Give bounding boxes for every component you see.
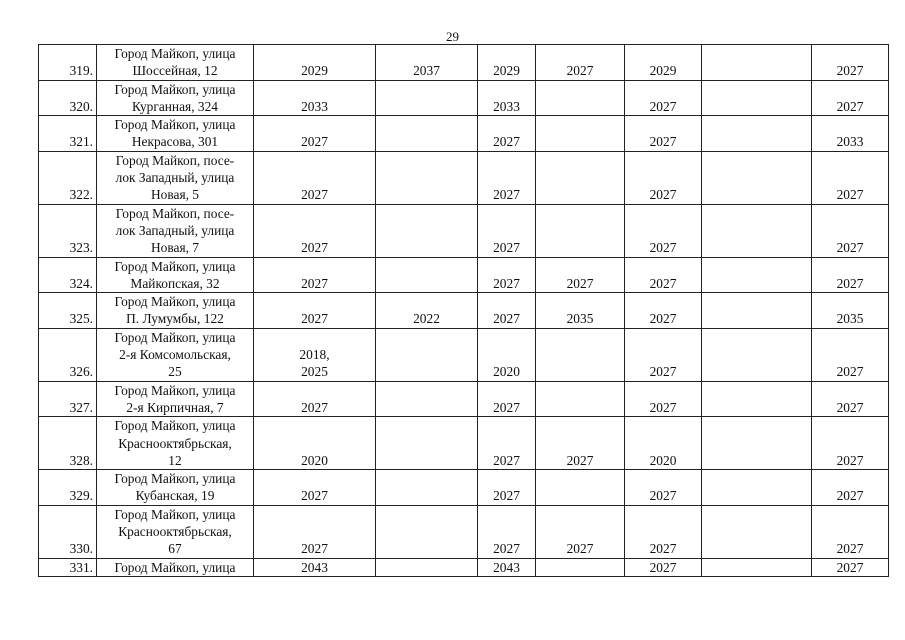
- row-number: 323.: [39, 204, 97, 257]
- year-cell: 2020: [254, 417, 376, 470]
- year-cell: 2027: [254, 151, 376, 204]
- year-cell: 2027: [478, 417, 536, 470]
- year-cell: 2027: [254, 257, 376, 293]
- year-cell: 2027: [812, 470, 889, 506]
- address-cell: Город Майкоп, улица: [97, 558, 254, 576]
- table-row: [39, 257, 889, 293]
- address-cell: Город Майкоп, улица П. Лумумбы, 122: [97, 293, 254, 329]
- year-cell: 2027: [536, 257, 625, 293]
- year-cell: [702, 151, 812, 204]
- year-cell: [702, 417, 812, 470]
- year-cell: 2018, 2025: [254, 328, 376, 381]
- year-cell: 2027: [812, 204, 889, 257]
- year-cell: [376, 328, 478, 381]
- year-cell: 2035: [536, 293, 625, 329]
- year-cell: 2027: [478, 151, 536, 204]
- row-number: 328.: [39, 417, 97, 470]
- year-cell: 2027: [254, 505, 376, 558]
- table-row: [39, 293, 889, 329]
- table-row: [39, 328, 889, 381]
- year-cell: 2027: [812, 80, 889, 116]
- address-cell: Город Майкоп, улица Майкопская, 32: [97, 257, 254, 293]
- table-row: [39, 417, 889, 470]
- year-cell: 2027: [478, 116, 536, 152]
- year-cell: [376, 257, 478, 293]
- year-cell: [536, 328, 625, 381]
- table-body: [39, 45, 889, 577]
- year-cell: 2027: [478, 505, 536, 558]
- year-cell: 2027: [625, 116, 702, 152]
- year-cell: [536, 204, 625, 257]
- year-cell: 2027: [812, 151, 889, 204]
- year-cell: 2027: [478, 257, 536, 293]
- year-cell: 2029: [254, 45, 376, 81]
- year-cell: [702, 381, 812, 417]
- row-number: 329.: [39, 470, 97, 506]
- table-row: [39, 151, 889, 204]
- year-cell: [376, 80, 478, 116]
- year-cell: 2027: [536, 417, 625, 470]
- table-row: [39, 381, 889, 417]
- year-cell: 2035: [812, 293, 889, 329]
- year-cell: 2027: [254, 381, 376, 417]
- table-row: [39, 45, 889, 81]
- year-cell: [376, 470, 478, 506]
- row-number: 322.: [39, 151, 97, 204]
- year-cell: 2027: [254, 470, 376, 506]
- page-number: 29: [446, 29, 459, 44]
- year-cell: [536, 80, 625, 116]
- year-cell: 2027: [625, 204, 702, 257]
- table-row: [39, 204, 889, 257]
- year-cell: [702, 558, 812, 576]
- address-cell: Город Майкоп, улица Кубанская, 19: [97, 470, 254, 506]
- row-number: 330.: [39, 505, 97, 558]
- table-row: [39, 470, 889, 506]
- year-cell: 2033: [254, 80, 376, 116]
- year-cell: 2027: [478, 381, 536, 417]
- year-cell: 2027: [254, 293, 376, 329]
- year-cell: 2027: [254, 116, 376, 152]
- year-cell: 2027: [625, 505, 702, 558]
- row-number: 320.: [39, 80, 97, 116]
- address-cell: Город Майкоп, улица Краснооктябрьская, 67: [97, 505, 254, 558]
- year-cell: 2022: [376, 293, 478, 329]
- year-cell: 2033: [812, 116, 889, 152]
- row-number: 326.: [39, 328, 97, 381]
- address-cell: Город Майкоп, улица 2-я Кирпичная, 7: [97, 381, 254, 417]
- year-cell: [702, 45, 812, 81]
- year-cell: 2029: [625, 45, 702, 81]
- row-number: 321.: [39, 116, 97, 152]
- year-cell: 2033: [478, 80, 536, 116]
- year-cell: 2027: [812, 328, 889, 381]
- address-cell: Город Майкоп, улица Курганная, 324: [97, 80, 254, 116]
- year-cell: [702, 257, 812, 293]
- year-cell: 2027: [625, 257, 702, 293]
- year-cell: 2027: [536, 505, 625, 558]
- year-cell: 2020: [625, 417, 702, 470]
- year-cell: 2027: [478, 204, 536, 257]
- table-row: [39, 558, 889, 576]
- year-cell: [376, 116, 478, 152]
- year-cell: [702, 204, 812, 257]
- year-cell: 2020: [478, 328, 536, 381]
- table-row: [39, 80, 889, 116]
- address-cell: Город Майкоп, улица Шоссейная, 12: [97, 45, 254, 81]
- address-cell: Город Майкоп, улица Краснооктябрьская, 12: [97, 417, 254, 470]
- address-cell: Город Майкоп, посе- лок Западный, улица Новая, 7: [97, 204, 254, 257]
- table-row: [39, 116, 889, 152]
- year-cell: [702, 293, 812, 329]
- year-cell: 2027: [478, 470, 536, 506]
- year-cell: [536, 381, 625, 417]
- year-cell: [536, 116, 625, 152]
- year-cell: 2027: [812, 417, 889, 470]
- year-cell: 2027: [625, 293, 702, 329]
- year-cell: 2037: [376, 45, 478, 81]
- year-cell: [376, 558, 478, 576]
- year-cell: [702, 505, 812, 558]
- year-cell: [702, 328, 812, 381]
- year-cell: 2027: [625, 381, 702, 417]
- year-cell: 2027: [478, 293, 536, 329]
- row-number: 325.: [39, 293, 97, 329]
- year-cell: [702, 470, 812, 506]
- year-cell: [536, 151, 625, 204]
- year-cell: 2027: [812, 558, 889, 576]
- table-row: [39, 505, 889, 558]
- year-cell: [376, 417, 478, 470]
- year-cell: [376, 204, 478, 257]
- year-cell: 2027: [625, 470, 702, 506]
- row-number: 319.: [39, 45, 97, 81]
- year-cell: [536, 470, 625, 506]
- year-cell: 2027: [625, 328, 702, 381]
- year-cell: 2027: [536, 45, 625, 81]
- row-number: 331.: [39, 558, 97, 576]
- address-cell: Город Майкоп, улица 2-я Комсомольская, 25: [97, 328, 254, 381]
- year-cell: 2027: [625, 558, 702, 576]
- year-cell: [376, 505, 478, 558]
- year-cell: [536, 558, 625, 576]
- address-cell: Город Майкоп, посе- лок Западный, улица Новая, 5: [97, 151, 254, 204]
- year-cell: 2027: [254, 204, 376, 257]
- year-cell: 2027: [812, 505, 889, 558]
- row-number: 327.: [39, 381, 97, 417]
- year-cell: 2027: [625, 80, 702, 116]
- year-cell: [376, 381, 478, 417]
- year-cell: 2029: [478, 45, 536, 81]
- year-cell: 2043: [254, 558, 376, 576]
- year-cell: 2027: [812, 45, 889, 81]
- repair-schedule-table: [38, 44, 889, 577]
- year-cell: [702, 116, 812, 152]
- address-cell: Город Майкоп, улица Некрасова, 301: [97, 116, 254, 152]
- year-cell: 2027: [812, 381, 889, 417]
- row-number: 324.: [39, 257, 97, 293]
- year-cell: 2043: [478, 558, 536, 576]
- year-cell: 2027: [812, 257, 889, 293]
- year-cell: [702, 80, 812, 116]
- year-cell: 2027: [625, 151, 702, 204]
- year-cell: [376, 151, 478, 204]
